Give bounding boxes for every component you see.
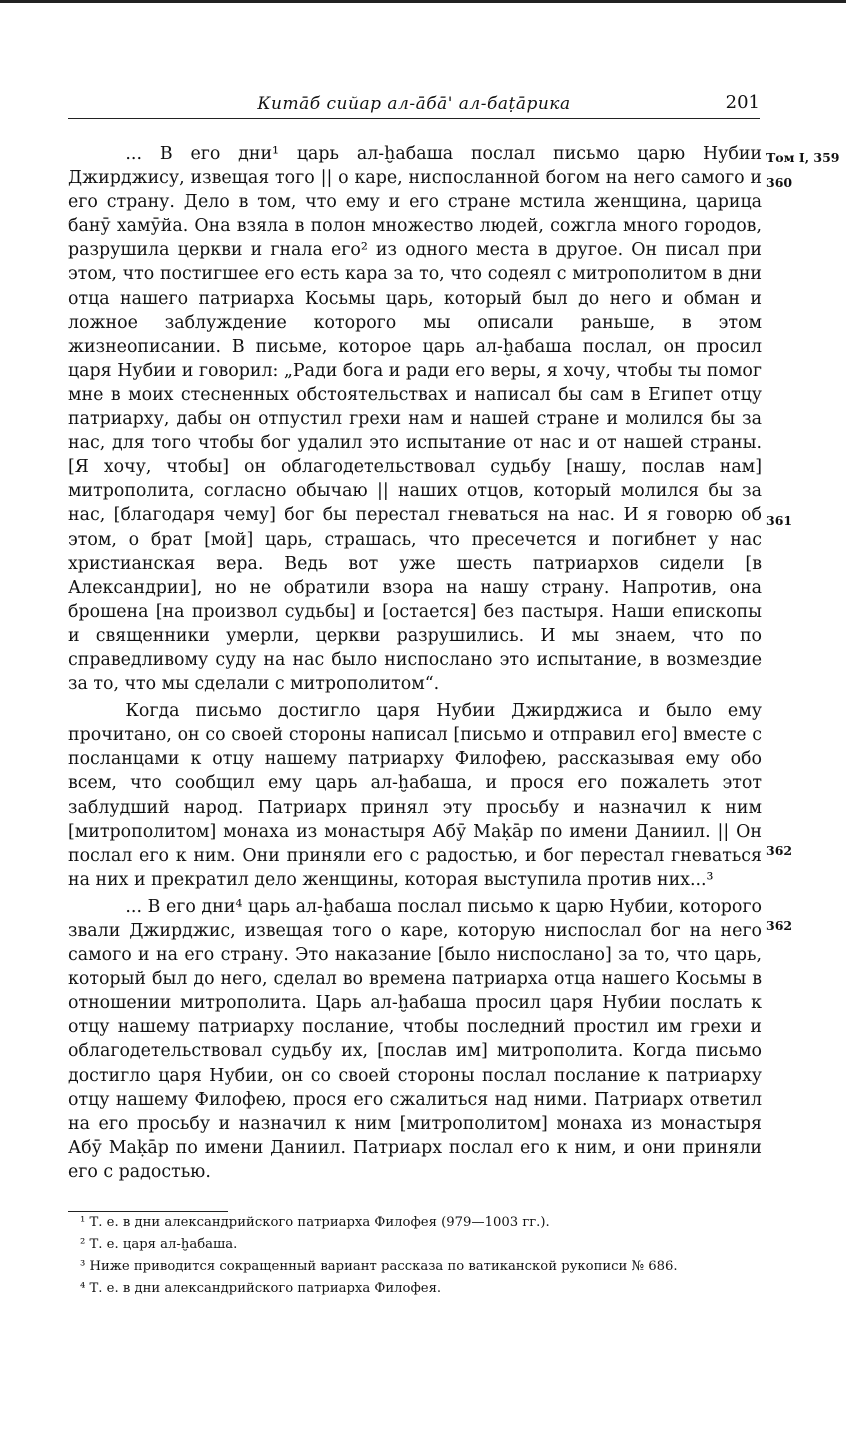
- page-header: [68, 92, 760, 119]
- paragraph-1: ... В его дни¹ царь ал-ḫабаша послал письмо царю Нубии Джирджису, извещая того || о каре, ниспосланной богом на него самого и его страну. Дело в том, что ему и его стране мстила женщина, царица банӯ хамӯйа. Она взяла в полон множество людей, сожгла много городов, разрушила церкви и гнала его² из одного места в другое. Он писал при этом, что постигшее его есть кара за то, что содеял с митрополитом в дни отца нашего патриарха Косьмы царь, который был до него и обман и ложное заблуждение которого мы описали раньше, в этом жизнеописании. В письме, которое царь ал-ḫабаша послал, он просил царя Нубии и говорил: „Ради бога и ради его веры, я хочу, чтобы ты помог мне в моих стесненных обстоятельствах и написал бы сам в Египет отцу патриарху, дабы он отпустил грехи нам и нашей стране и молился бы за нас, для того чтобы бог удалил это испытание от нас и от нашей страны. [Я хочу, чтобы] он облагодетельствовал судьбу [нашу, послав нам] митрополита, согласно обычаю || наших отцов, который молился бы за нас, [благодаря чему] бог бы перестал гневаться на нас. И я говорю об этом, о брат [мой] царь, страшась, что пресечется и погибнет у нас христианская вера. Ведь вот уже шесть патриархов сидели [в Александрии], но не обратили взора на нашу страну. Напротив, она брошена [на произвол судьбы] и [остается] без пастыря. Наши епископы и священники умерли, церкви разрушились. И мы знаем, что по справедливому суду на нас было ниспослано это испытание, в возмездие за то, что мы сделали с митрополитом“.: [68, 144, 762, 695]
- page-number: 201: [725, 92, 760, 113]
- main-text: [68, 142, 762, 1184]
- footnote-2: ² Т. е. царя ал-ḫабаша.: [80, 1237, 238, 1252]
- top-edge-rule: [0, 0, 846, 3]
- margin-note-volume: Том I, 359: [766, 150, 840, 165]
- footnote-4: ⁴ Т. е. в дни александрийского патриарха Филофея.: [80, 1281, 442, 1296]
- margin-note-362b: 362: [766, 918, 793, 933]
- margin-note-360: 360: [766, 175, 793, 190]
- footnote-1: ¹ Т. е. в дни александрийского патриарха Филофея (979—1003 гг.).: [80, 1215, 550, 1230]
- paragraph-2: Когда письмо достигло царя Нубии Джирджиса и было ему прочитано, он со своей стороны написал [письмо и отправил его] вместе с посланцами к отцу нашему патриарху Филофею, рассказывая ему обо всем, что сообщил ему царь ал-ḫабаша, и прося его пожалеть этот заблудший народ. Патриарх принял эту просьбу и назначил к ним [митрополитом] монаха из монастыря Абӯ Маḳāр по имени Даниил. || Он послал его к ним. Они приняли его с радостью, и бог перестал гневаться на них и прекратил дело женщины, которая выступила против них...³: [68, 701, 762, 890]
- margin-note-361: 361: [766, 513, 793, 528]
- running-title: Китāб сийар ал-āбā' ал-баṭāрика: [257, 94, 571, 114]
- footnote-3: ³ Ниже приводится сокращенный вариант рассказа по ватиканской рукописи № 686.: [80, 1259, 678, 1274]
- footnotes: [80, 1212, 760, 1300]
- paragraph-3: ... В его дни⁴ царь ал-ḫабаша послал письмо к царю Нубии, которого звали Джирджис, извещая того о каре, которую ниспослал бог на него самого и на его страну. Это наказание [было ниспослано] за то, что царь, который был до него, сделал во времена патриарха отца нашего Косьмы в отношении митрополита. Царь ал-ḫабаша просил царя Нубии послать к отцу нашему патриарху послание, чтобы последний простил им грехи и облагодетельствовал судьбу их, [послав им] митрополита. Когда письмо достигло царя Нубии, он со своей стороны послал послание к патриарху отцу нашему Филофею, прося его сжалиться над ними. Патриарх ответил на его просьбу и назначил к ним [митрополитом] монаха из монастыря Абӯ Маḳāр по имени Даниил. Патриарх послал его к ним, и они приняли его с радостью.: [68, 896, 762, 1182]
- margin-note-362: 362: [766, 843, 793, 858]
